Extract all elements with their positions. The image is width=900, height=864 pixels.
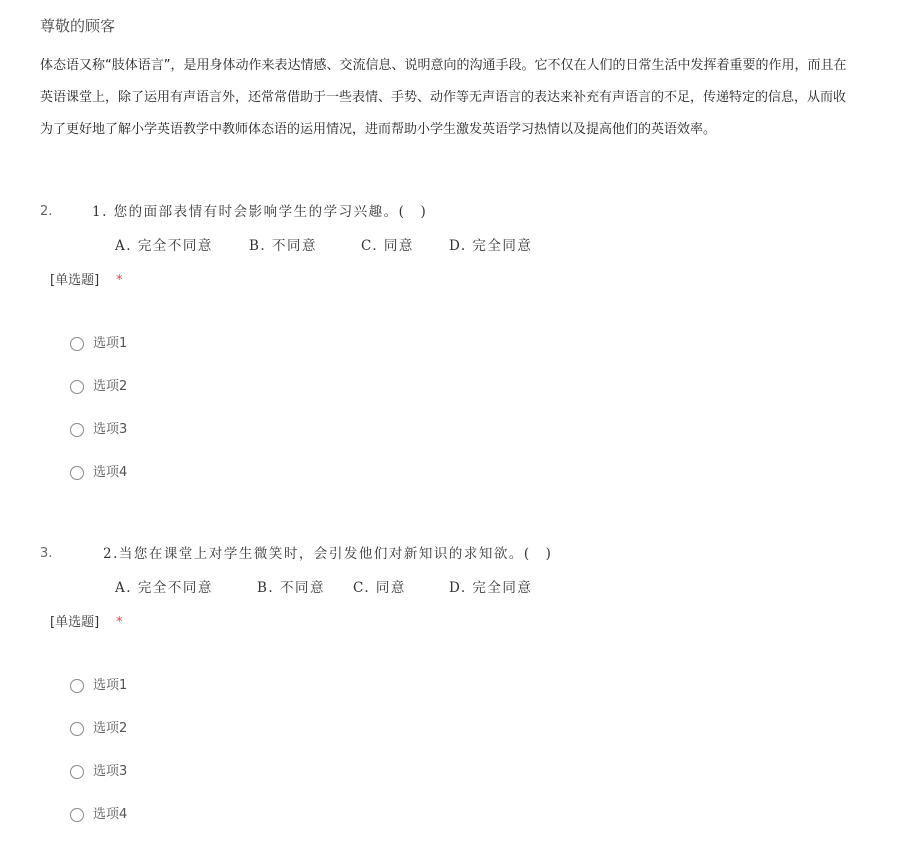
greeting-heading: 尊敬的顾客: [40, 17, 116, 35]
option-label[interactable]: 选项3: [93, 764, 128, 779]
option-label[interactable]: 选项2: [93, 721, 128, 736]
question-type-label: [单选题]: [50, 273, 100, 288]
option-label[interactable]: 选项2: [93, 379, 128, 394]
option-label[interactable]: 选项1: [93, 336, 128, 351]
question-number: 3.: [40, 546, 53, 561]
choice-b: B. 不同意: [257, 580, 326, 596]
choice-a: A. 完全不同意: [115, 238, 213, 254]
intro-line: 为了更好地了解小学英语教学中教师体态语的运用情况，进而帮助小学生激发英语学习热情以及提高他们的英语效率。: [40, 122, 717, 137]
intro-text: [40, 50, 900, 146]
question-2: [0, 202, 900, 522]
radio-button[interactable]: [70, 380, 84, 394]
choice-c: C. 同意: [353, 580, 406, 596]
option-label[interactable]: 选项3: [93, 422, 128, 437]
question-stem: 2.当您在课堂上对学生微笑时，会引发他们对新知识的求知欲。( ): [103, 546, 553, 562]
choice-d: D. 完全同意: [449, 580, 533, 596]
radio-button[interactable]: [70, 679, 84, 693]
choice-c: C. 同意: [361, 238, 414, 254]
question-choices: [115, 236, 575, 256]
intro-line: 体态语又称“肢体语言”，是用身体动作来表达情感、交流信息、说明意向的沟通手段。它不仅在人们的日常生活中发挥着重要的作用，而且在: [40, 58, 847, 73]
question-number: 2.: [40, 204, 53, 219]
radio-button[interactable]: [70, 765, 84, 779]
choice-b: B. 不同意: [249, 238, 318, 254]
choice-a: A. 完全不同意: [115, 580, 213, 596]
option-label[interactable]: 选项4: [93, 807, 128, 822]
radio-button[interactable]: [70, 466, 84, 480]
question-3: [0, 544, 900, 864]
radio-button[interactable]: [70, 722, 84, 736]
radio-button[interactable]: [70, 337, 84, 351]
required-marker: *: [116, 615, 123, 630]
question-choices: [115, 578, 575, 598]
option-label[interactable]: 选项4: [93, 465, 128, 480]
radio-button[interactable]: [70, 423, 84, 437]
question-type-label: [单选题]: [50, 615, 100, 630]
question-stem: 1. 您的面部表情有时会影响学生的学习兴趣。( ): [92, 204, 428, 220]
required-marker: *: [116, 273, 123, 288]
radio-button[interactable]: [70, 808, 84, 822]
option-label[interactable]: 选项1: [93, 678, 128, 693]
choice-d: D. 完全同意: [449, 238, 533, 254]
intro-line: 英语课堂上，除了运用有声语言外，还常常借助于一些表情、手势、动作等无声语言的表达来补充有声语言的不足，传递特定的信息，从而收: [40, 90, 847, 105]
